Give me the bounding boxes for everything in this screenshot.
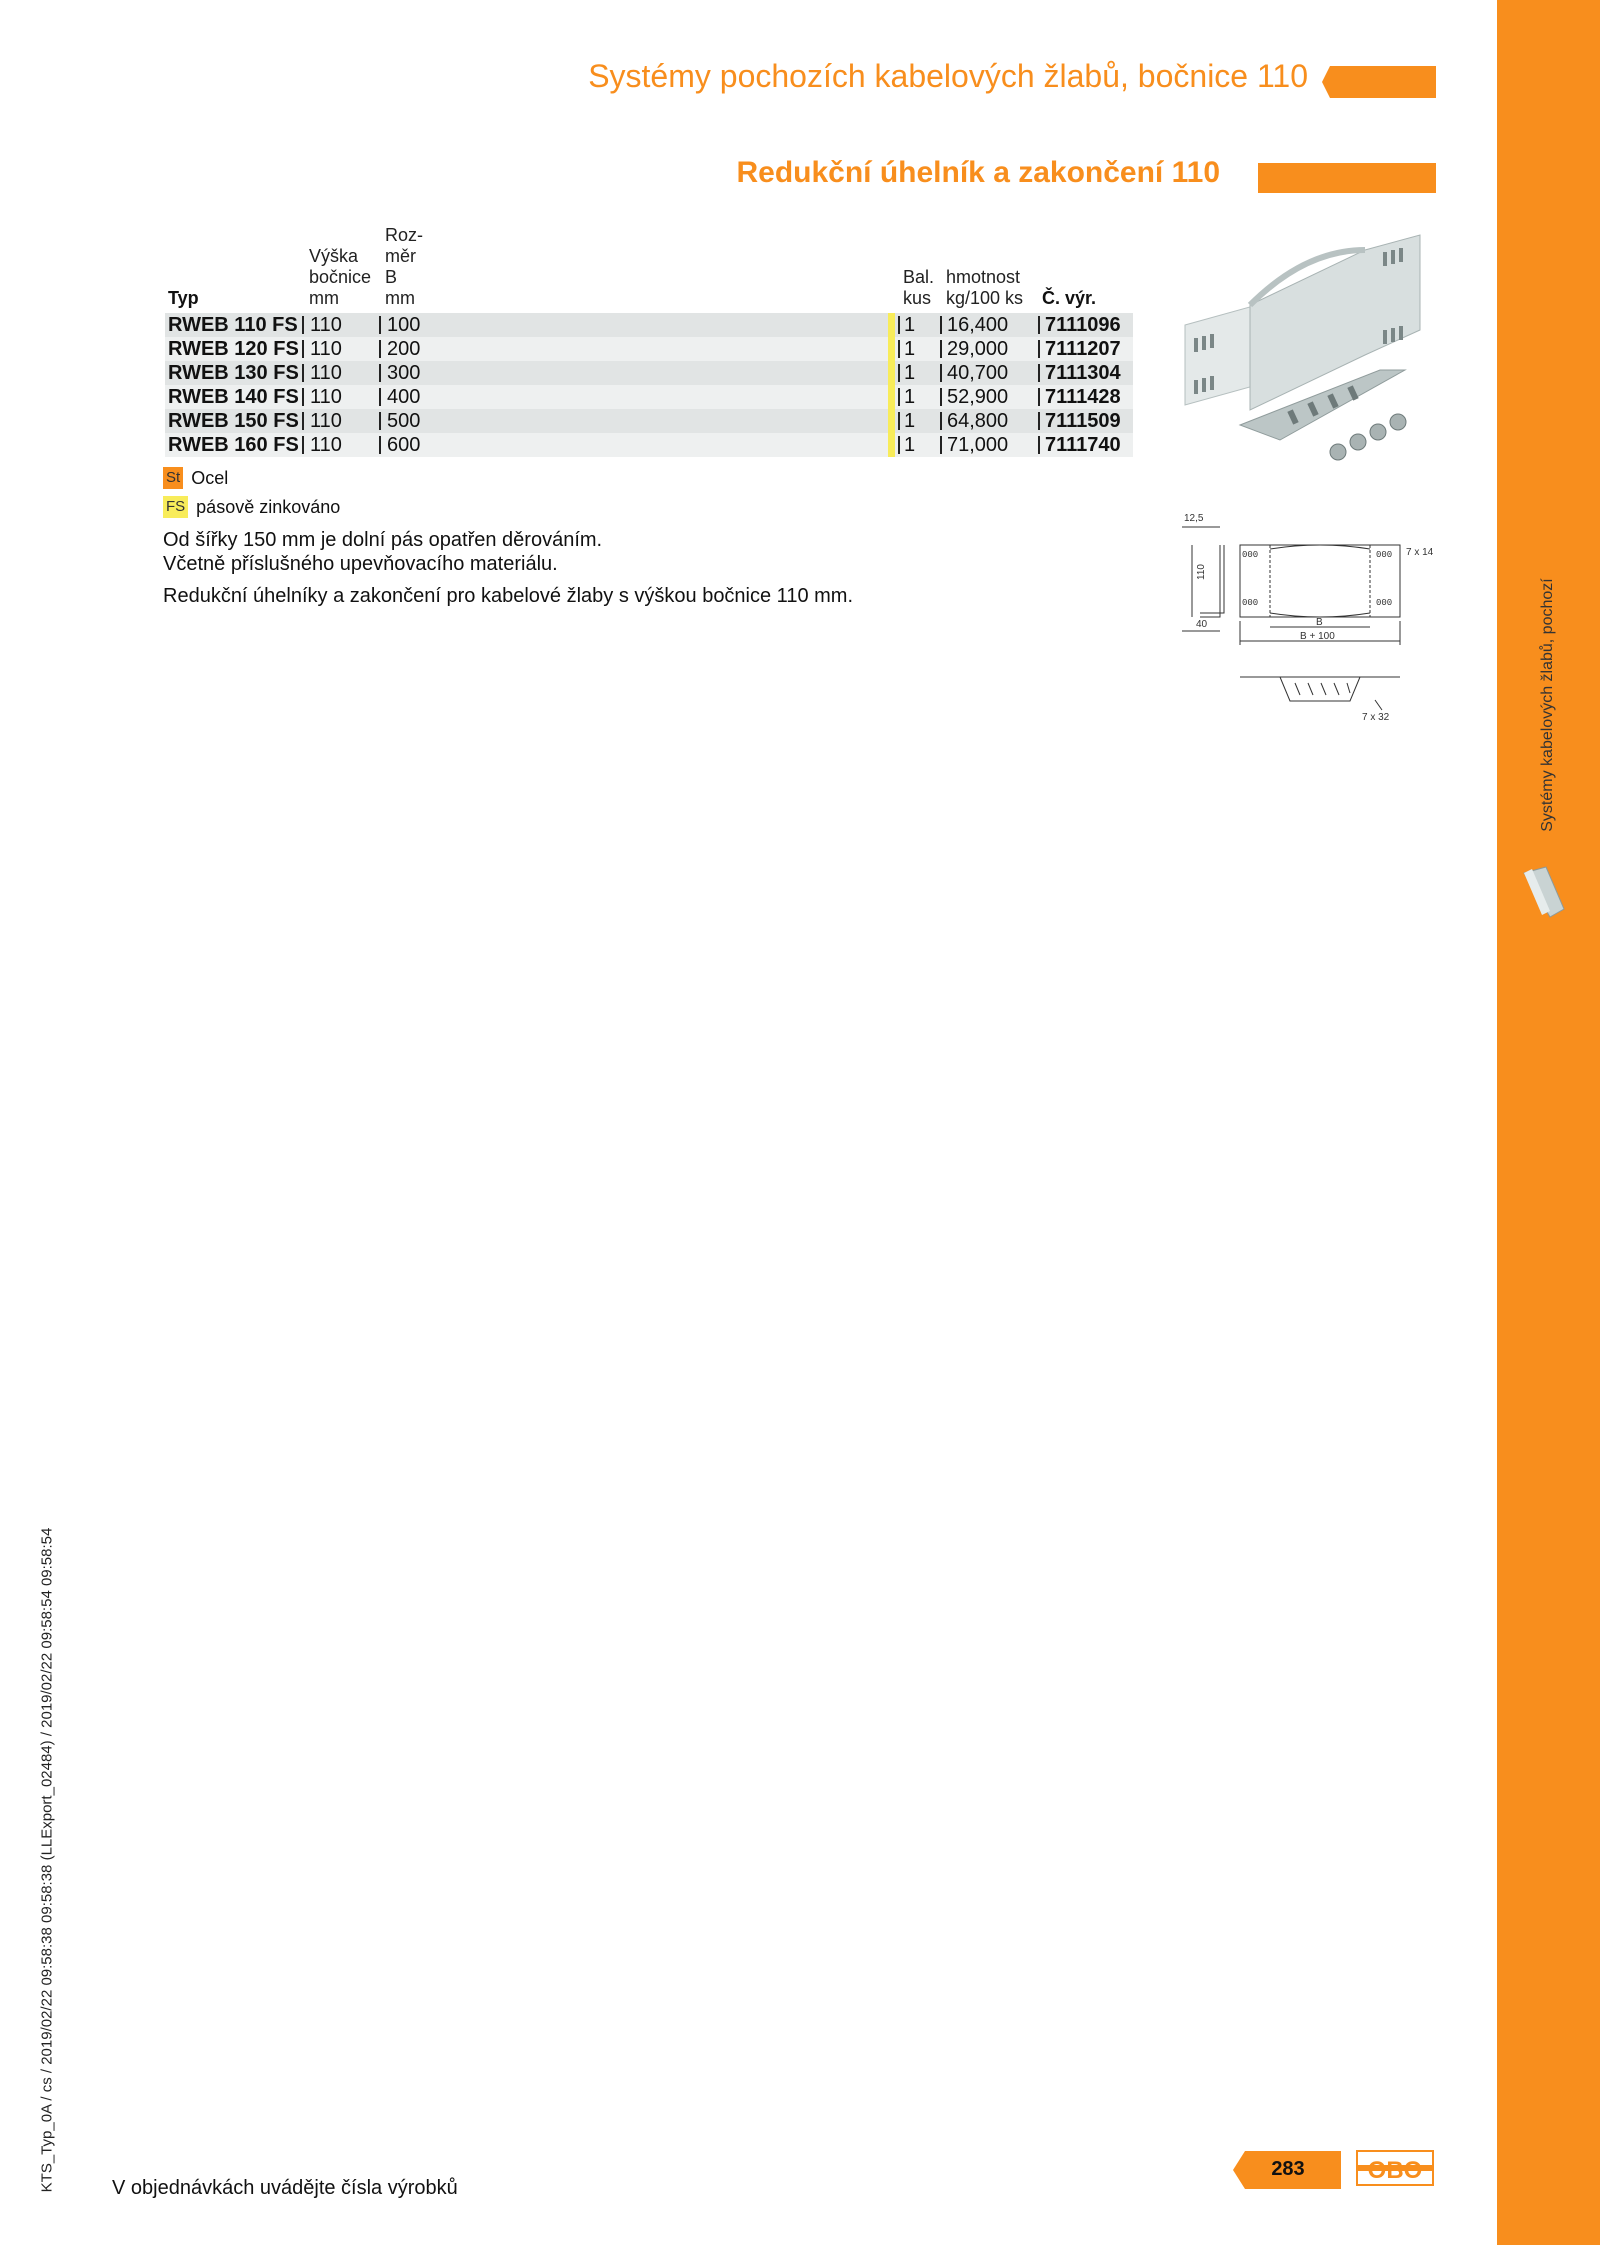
obo-logo-icon <box>1356 2150 1434 2191</box>
cell-typ: RWEB 150 FS <box>168 410 299 432</box>
svg-text:000: 000 <box>1376 550 1393 560</box>
dim-b: B <box>1316 617 1323 628</box>
col-header-rozmer: Roz- měr B mm <box>385 225 424 308</box>
cell-bal: 1 <box>904 338 916 360</box>
legend-chip-fs: FS <box>163 496 188 518</box>
cell-vyska: 110 <box>310 410 342 432</box>
table-row <box>165 409 1133 433</box>
cell-cislo: 7111509 <box>1045 410 1121 432</box>
product-table <box>165 313 1133 457</box>
cell-hmotnost: 64,800 <box>947 410 1009 432</box>
page-header-title: Systémy pochozích kabelových žlabů, bočnice 110 <box>588 58 1308 94</box>
cell-hmotnost: 16,400 <box>947 314 1009 336</box>
dim-40: 40 <box>1196 619 1208 630</box>
section-title: Redukční úhelník a zakončení 110 <box>736 156 1220 189</box>
svg-text:000: 000 <box>1376 598 1393 608</box>
legend-label-fs: pásově zinkováno <box>196 496 341 517</box>
cell-bal: 1 <box>904 314 916 336</box>
cell-hmotnost: 29,000 <box>947 338 1009 360</box>
product-notes <box>163 528 853 608</box>
cell-vyska: 110 <box>310 386 342 408</box>
legend-finish <box>163 496 340 518</box>
export-meta: KTS_Typ_0A / cs / 2019/02/22 09:58:38 09:58:38 (LLExport_02484) / 2019/02/22 09:58:54 09:58:54 <box>38 1527 56 2193</box>
cell-rozmer: 400 <box>387 386 421 408</box>
cell-typ: RWEB 110 FS <box>168 314 298 336</box>
cell-cislo: 7111207 <box>1045 338 1121 360</box>
logo-text: OBO <box>1367 2157 1423 2184</box>
cell-typ: RWEB 130 FS <box>168 362 299 384</box>
cell-typ: RWEB 160 FS <box>168 434 299 456</box>
header-accent-bar <box>1322 66 1436 103</box>
table-row <box>165 361 1133 385</box>
col-header-cislo: Č. výr. <box>1042 288 1097 308</box>
side-color-band <box>1497 0 1600 2245</box>
dim-bottom-holes: 7 x 32 <box>1362 712 1390 723</box>
cell-bal: 1 <box>904 434 916 456</box>
section-accent-bar <box>1258 163 1436 193</box>
legend-material <box>163 467 228 489</box>
cell-cislo: 7111740 <box>1045 434 1121 456</box>
page-number: 283 <box>1271 2158 1305 2180</box>
legend-chip-st: St <box>163 467 183 489</box>
cell-rozmer: 500 <box>387 410 421 432</box>
table-row <box>165 337 1133 361</box>
cell-vyska: 110 <box>310 338 342 360</box>
dim-12-5: 12,5 <box>1184 513 1204 524</box>
table-row <box>165 313 1133 337</box>
cell-vyska: 110 <box>310 362 342 384</box>
cell-vyska: 110 <box>310 314 342 336</box>
cell-hmotnost: 71,000 <box>947 434 1009 456</box>
cell-rozmer: 300 <box>387 362 421 384</box>
legend-label-st: Ocel <box>191 467 229 488</box>
col-header-typ: Typ <box>168 288 199 308</box>
cell-rozmer: 100 <box>387 314 421 336</box>
dim-side-holes: 7 x 14 <box>1406 547 1434 558</box>
cell-typ: RWEB 120 FS <box>168 338 299 360</box>
side-category-label: Systémy kabelových žlabů, pochozí <box>1539 578 1556 832</box>
cell-rozmer: 600 <box>387 434 421 456</box>
col-header-hmotnost: hmotnost kg/100 ks <box>946 267 1024 308</box>
table-row <box>165 433 1133 457</box>
dim-110: 110 <box>1196 564 1207 580</box>
cable-tray-icon <box>1520 865 1568 926</box>
cell-cislo: 7111096 <box>1045 314 1121 336</box>
cell-bal: 1 <box>904 386 916 408</box>
footer-note: V objednávkách uvádějte čísla výrobků <box>112 2177 458 2199</box>
note-line: Od šířky 150 mm je dolní pás opatřen děrováním. <box>163 529 603 551</box>
cell-typ: RWEB 140 FS <box>168 386 299 408</box>
col-header-vyska: Výška bočnice mm <box>309 246 372 308</box>
product-photo <box>1180 220 1430 485</box>
cell-cislo: 7111428 <box>1045 386 1121 408</box>
svg-text:000: 000 <box>1242 598 1259 608</box>
cell-bal: 1 <box>904 410 916 432</box>
technical-drawing <box>1170 505 1440 730</box>
cell-hmotnost: 40,700 <box>947 362 1009 384</box>
cell-bal: 1 <box>904 362 916 384</box>
note-line: Redukční úhelníky a zakončení pro kabelové žlaby s výškou bočnice 110 mm. <box>163 585 853 607</box>
cell-hmotnost: 52,900 <box>947 386 1009 408</box>
dim-b-plus-100: B + 100 <box>1300 631 1335 642</box>
cell-rozmer: 200 <box>387 338 421 360</box>
note-line: Včetně příslušného upevňovacího materiálu. <box>163 553 558 575</box>
cell-vyska: 110 <box>310 434 342 456</box>
col-header-bal: Bal. kus <box>903 267 935 308</box>
svg-text:000: 000 <box>1242 550 1259 560</box>
table-row <box>165 385 1133 409</box>
cell-cislo: 7111304 <box>1045 362 1121 384</box>
